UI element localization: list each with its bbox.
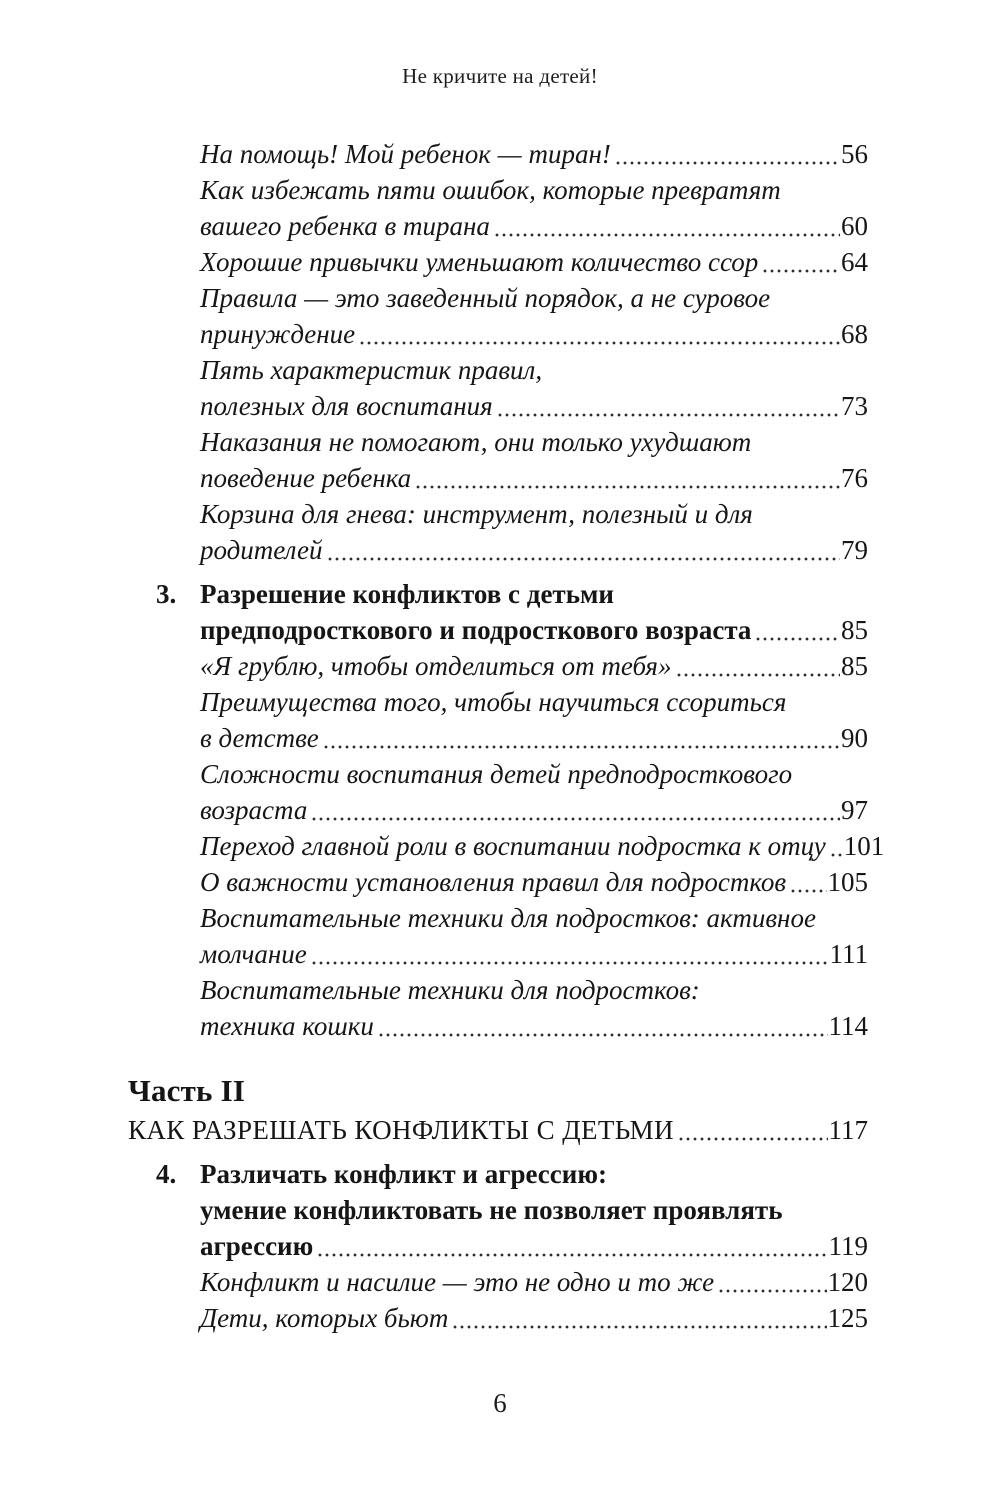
toc-line: [200, 936, 868, 972]
toc-page-number: 79: [841, 535, 868, 565]
toc-line: [200, 172, 868, 208]
dot-leader: [616, 161, 840, 165]
toc-line: [200, 972, 868, 1008]
toc-line: [200, 424, 868, 460]
toc-sub-entry: [200, 136, 868, 172]
toc-page-number: 90: [841, 723, 868, 753]
toc-sub-entry: [200, 828, 885, 864]
toc-page-number: 64: [841, 247, 868, 277]
toc-entry-text: КАК РАЗРЕШАТЬ КОНФЛИКТЫ С ДЕТЬМИ: [128, 1115, 674, 1145]
dot-leader: [498, 413, 840, 417]
toc-entry-text: агрессию: [200, 1231, 314, 1261]
dot-leader: [677, 673, 841, 677]
toc-sub-entry: [200, 900, 868, 972]
table-of-contents: [128, 136, 885, 1336]
toc-page-number: 125: [827, 1303, 868, 1333]
toc-sub-entry: [200, 648, 868, 684]
dot-leader: [312, 817, 840, 821]
toc-page-number: 114: [828, 1011, 868, 1041]
toc-entry-text: Хорошие привычки уменьшают количество ссор: [200, 247, 759, 277]
toc-sub-entry: [200, 864, 868, 900]
toc-page-number: 85: [841, 615, 868, 645]
toc-line: [200, 720, 868, 756]
toc-line: [200, 1300, 868, 1336]
toc-sub-entry: [200, 424, 868, 496]
toc-sub-entry: [200, 972, 868, 1044]
toc-line: [200, 1008, 868, 1044]
toc-sub-entry: [200, 1300, 868, 1336]
dot-leader: [791, 889, 826, 893]
toc-sub-entry: [200, 684, 868, 756]
toc-entry-text: в детстве: [200, 723, 319, 753]
toc-entry-text: Пять характеристик правил,: [200, 355, 543, 385]
toc-entry-text: «Я грублю, чтобы отделиться от тебя»: [200, 651, 672, 681]
toc-entry-text: Сложности воспитания детей предподросткового: [200, 759, 793, 789]
toc-sub-entry: [200, 496, 868, 568]
running-head: Не кричите на детей!: [402, 64, 598, 88]
toc-sub-entry: [200, 352, 868, 424]
toc-sub-entry: [200, 172, 868, 244]
toc-line: [200, 612, 868, 648]
toc-line: [200, 208, 868, 244]
toc-page-number: 85: [841, 651, 868, 681]
chapter-number: 3.: [156, 579, 177, 609]
toc-line: [128, 1112, 868, 1148]
toc-page-number: 73: [841, 391, 868, 421]
toc-entry-text: полезных для воспитания: [200, 391, 493, 421]
toc-sub-entry: [200, 1264, 868, 1300]
toc-page-number: 97: [841, 795, 868, 825]
toc-entry-text: техника кошки: [200, 1011, 374, 1041]
toc-entry-text: Воспитательные техники для подростков:: [200, 975, 700, 1005]
toc-page-number: 111: [829, 939, 868, 969]
toc-entry-text: Корзина для гнева: инструмент, полезный и для: [200, 499, 753, 529]
toc-line: [200, 1192, 868, 1228]
toc-line: [200, 864, 868, 900]
dot-leader: [360, 341, 840, 345]
toc-page-number: 76: [841, 463, 868, 493]
toc-line: [200, 1264, 868, 1300]
toc-entry-text: О важности установления правил для подростков: [200, 867, 787, 897]
toc-line: [200, 532, 868, 568]
toc-line: [200, 792, 868, 828]
toc-entry-text: поведение ребенка: [200, 463, 412, 493]
toc-chapter-entry: [156, 1156, 868, 1264]
dot-leader: [763, 269, 840, 273]
toc-line: [200, 244, 868, 280]
toc-line: [200, 496, 868, 532]
toc-line: [200, 388, 868, 424]
dot-leader: [679, 1137, 828, 1141]
toc-page-number: 101: [843, 831, 885, 861]
dot-leader: [831, 853, 843, 857]
dot-leader: [324, 745, 840, 749]
toc-entry-text: Конфликт и насилие — это не одно и то же: [200, 1267, 715, 1297]
toc-page-number: 105: [827, 867, 868, 897]
toc-entry-text: Как избежать пяти ошибок, которые превратят: [200, 175, 781, 205]
toc-entry-text: Воспитательные техники для подростков: активное: [200, 903, 816, 933]
dot-leader: [453, 1325, 826, 1329]
toc-line: [156, 1156, 868, 1192]
toc-entry-text: Наказания не помогают, они только ухудшают: [200, 427, 752, 457]
toc-entry-text: молчание: [200, 939, 307, 969]
dot-leader: [328, 557, 840, 561]
toc-sub-entry: [200, 756, 868, 828]
toc-line: [200, 756, 868, 792]
toc-entry-text: предподросткового и подросткового возраста: [200, 615, 752, 645]
toc-line: [200, 280, 868, 316]
dot-leader: [312, 961, 829, 965]
toc-line: [156, 576, 868, 612]
toc-page-number: 119: [828, 1231, 868, 1261]
toc-entry-text: На помощь! Мой ребенок — тиран!: [200, 139, 611, 169]
toc-entry-text: возраста: [200, 795, 308, 825]
toc-line: [200, 352, 868, 388]
toc-entry-text: принуждение: [200, 319, 356, 349]
toc-line: [200, 1228, 868, 1264]
dot-leader: [416, 485, 840, 489]
toc-line: [200, 828, 885, 864]
toc-line: [200, 460, 868, 496]
toc-chapter-entry: [156, 576, 868, 648]
toc-line: [200, 316, 868, 352]
dot-leader: [318, 1253, 827, 1257]
toc-entry-text: Преимущества того, чтобы научиться ссориться: [200, 687, 787, 717]
toc-entry-text: умение конфликтовать не позволяет проявлять: [200, 1195, 783, 1225]
dot-leader: [756, 637, 840, 641]
toc-page-number: 117: [828, 1115, 868, 1145]
page-number-footer: 6: [493, 1388, 507, 1418]
toc-entry-text: Различать конфликт и агрессию:: [200, 1159, 607, 1189]
dot-leader: [379, 1033, 828, 1037]
toc-page-number: 56: [841, 139, 868, 169]
toc-page-number: 68: [841, 319, 868, 349]
toc-entry-text: вашего ребенка в тирана: [200, 211, 490, 241]
toc-entry-text: Разрешение конфликтов с детьми: [200, 579, 614, 609]
toc-page-number: 120: [827, 1267, 868, 1297]
toc-entry-text: родителей: [200, 535, 323, 565]
toc-sub-entry: [200, 280, 868, 352]
toc-page-number: 60: [841, 211, 868, 241]
toc-sub-entry: [200, 244, 868, 280]
dot-leader: [719, 1289, 826, 1293]
toc-entry-text: Правила — это заведенный порядок, а не суровое: [200, 283, 771, 313]
toc-entry-text: Переход главной роли в воспитании подростка к отцу: [200, 831, 826, 861]
toc-line: [200, 684, 868, 720]
dot-leader: [495, 233, 840, 237]
chapter-number: 4.: [156, 1159, 177, 1189]
toc-part-heading: [128, 1070, 868, 1148]
toc-line: [200, 648, 868, 684]
toc-entry-text: Дети, которых бьют: [200, 1303, 449, 1333]
part-title: Часть II: [128, 1073, 246, 1108]
toc-line: [200, 136, 868, 172]
toc-line: [200, 900, 868, 936]
